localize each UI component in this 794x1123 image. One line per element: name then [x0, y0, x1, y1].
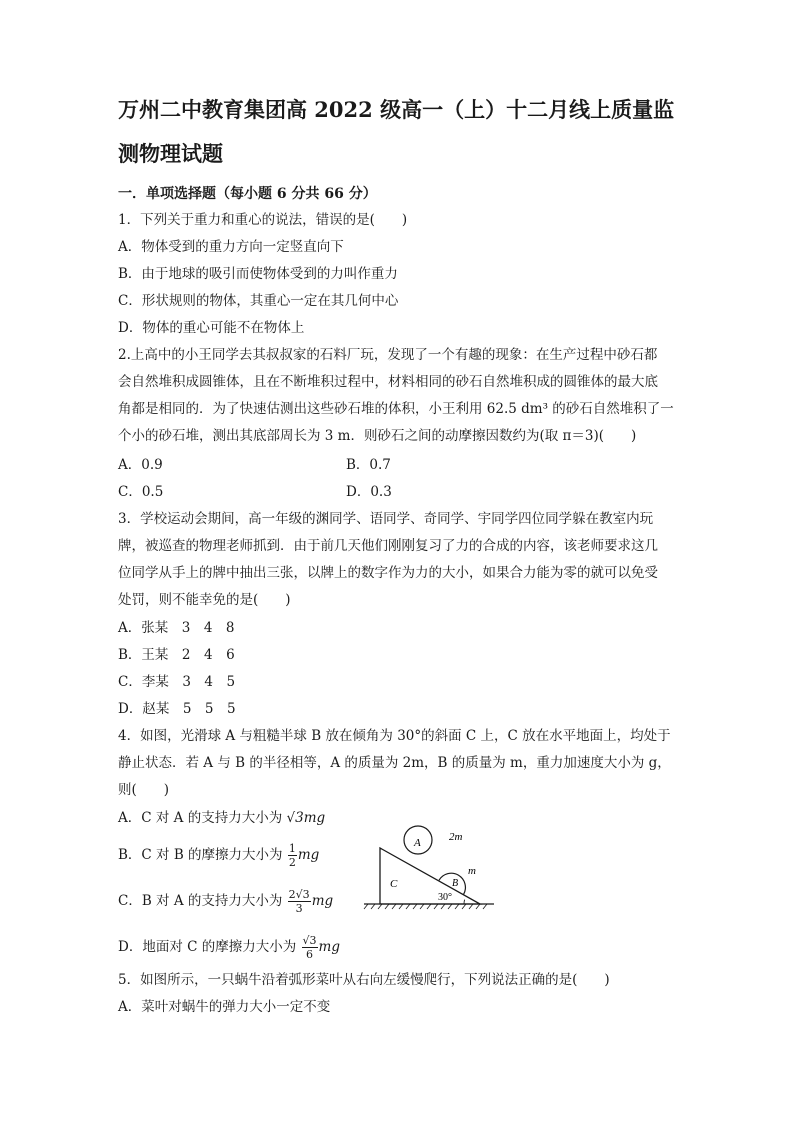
label-a: A [414, 837, 421, 849]
q3-option-c: C．李某 3 4 5 [118, 674, 236, 690]
q2-option-a: A．0.9 [118, 457, 163, 473]
incline-wedge [380, 848, 480, 904]
q4-option-b [118, 842, 319, 869]
q5-stem: 5．如图所示，一只蜗牛沿着弧形菜叶从右向左缓慢爬行，下列说法正确的是( ) [118, 972, 610, 988]
q3-stem-line1: 3．学校运动会期间，高一年级的渊同学、语同学、奇同学、宇同学四位同学躲在教室内玩 [118, 511, 654, 527]
q4-option-c [118, 888, 333, 915]
q4-option-c-text: C．B 对 A 的支持力大小为 [118, 893, 287, 909]
label-m: m [468, 865, 476, 877]
q4-option-d-denominator: 6 [306, 948, 314, 961]
q4-option-c-denominator: 3 [295, 902, 303, 915]
q3-option-b: B．王某 2 4 6 [118, 647, 235, 663]
q4-stem-line3: 则( ) [118, 782, 170, 798]
q4-option-a-value: √3mg [286, 810, 326, 826]
q4-option-a [118, 808, 325, 828]
q4-option-d [118, 934, 340, 961]
q2-stem-line1: 2.上高中的小王同学去其叔叔家的石料厂玩，发现了一个有趣的现象：在生产过程中砂石都 [118, 347, 658, 363]
label-c: C [390, 878, 398, 890]
page-title: 万州二中教育集团高 2022 级高一（上）十二月线上质量监测物理试题 [118, 97, 675, 166]
label-angle: 30° [438, 892, 452, 903]
q1-option-a: A．物体受到的重力方向一定竖直向下 [118, 239, 344, 255]
q4-stem-line2: 静止状态．若 A 与 B 的半径相等，A 的质量为 2m，B 的质量为 m，重力加速度大小为 g， [118, 755, 671, 771]
q4-option-d-text: D．地面对 C 的摩擦力大小为 [118, 939, 301, 955]
q1-option-b: B．由于地球的吸引而使物体受到的力叫作重力 [118, 266, 398, 282]
q2-option-c: C．0.5 [118, 484, 164, 500]
q4-option-d-fraction [302, 934, 318, 961]
q4-option-c-unit: mg [311, 893, 334, 909]
q1-option-c: C．形状规则的物体，其重心一定在其几何中心 [118, 293, 399, 309]
q4-stem-line1: 4．如图，光滑球 A 与粗糙半球 B 放在倾角为 30°的斜面 C 上，C 放在水平地面上，均处于 [118, 728, 671, 744]
label-b: B [452, 878, 459, 889]
q3-stem-line4: 处罚，则不能幸免的是( ) [118, 592, 291, 608]
angle-arc [464, 900, 465, 904]
q4-option-b-unit: mg [297, 847, 320, 863]
q4-option-b-denominator: 2 [288, 856, 296, 869]
q4-option-c-fraction [288, 888, 311, 915]
q4-option-c-numerator: 2√3 [288, 888, 310, 901]
q2-stem-line4: 个小的砂石堆，测出其底部周长为 3 m．则砂石之间的动摩擦因数约为(取 π＝3)( ) [118, 428, 637, 444]
label-2m: 2m [449, 831, 463, 843]
q1-stem: 1．下列关于重力和重心的说法，错误的是( ) [118, 212, 408, 228]
q2-stem-line3: 角都是相同的．为了快速估测出这些砂石堆的体积，小王利用 62.5 dm³ 的砂石自然堆积了一 [118, 401, 674, 417]
q3-stem-line2: 牌，被巡查的物理老师抓到．由于前几天他们刚刚复习了力的合成的内容，该老师要求这几 [118, 538, 658, 554]
q3-stem-line3: 位同学从手上的牌中抽出三张，以牌上的数字作为力的大小，如果合力能为零的就可以免受 [118, 565, 658, 581]
q2-option-b: B．0.7 [346, 457, 391, 473]
ground-hatching [364, 904, 487, 909]
q4-option-d-numerator: √3 [302, 934, 317, 947]
q5-option-a: A．菜叶对蜗牛的弹力大小一定不变 [118, 999, 331, 1015]
section-heading: 一．单项选择题（每小题 6 分共 66 分） [118, 186, 377, 202]
q1-option-d: D．物体的重心可能不在物体上 [118, 320, 305, 336]
q3-option-d: D．赵某 5 5 5 [118, 701, 236, 717]
q2-stem-line2: 会自然堆积成圆锥体，且在不断堆积过程中，材料相同的砂石自然堆积成的圆锥体的最大底 [118, 374, 658, 390]
q4-option-b-text: B．C 对 B 的摩擦力大小为 [118, 847, 287, 863]
q4-option-a-text: A．C 对 A 的支持力大小为 [118, 810, 287, 826]
q4-option-d-unit: mg [318, 939, 340, 955]
q2-option-d: D．0.3 [346, 484, 392, 500]
q3-option-a: A．张某 3 4 8 [118, 620, 235, 636]
q4-option-b-fraction [288, 842, 297, 869]
q4-option-b-numerator: 1 [288, 842, 296, 855]
q4-figure-incline [360, 824, 500, 914]
